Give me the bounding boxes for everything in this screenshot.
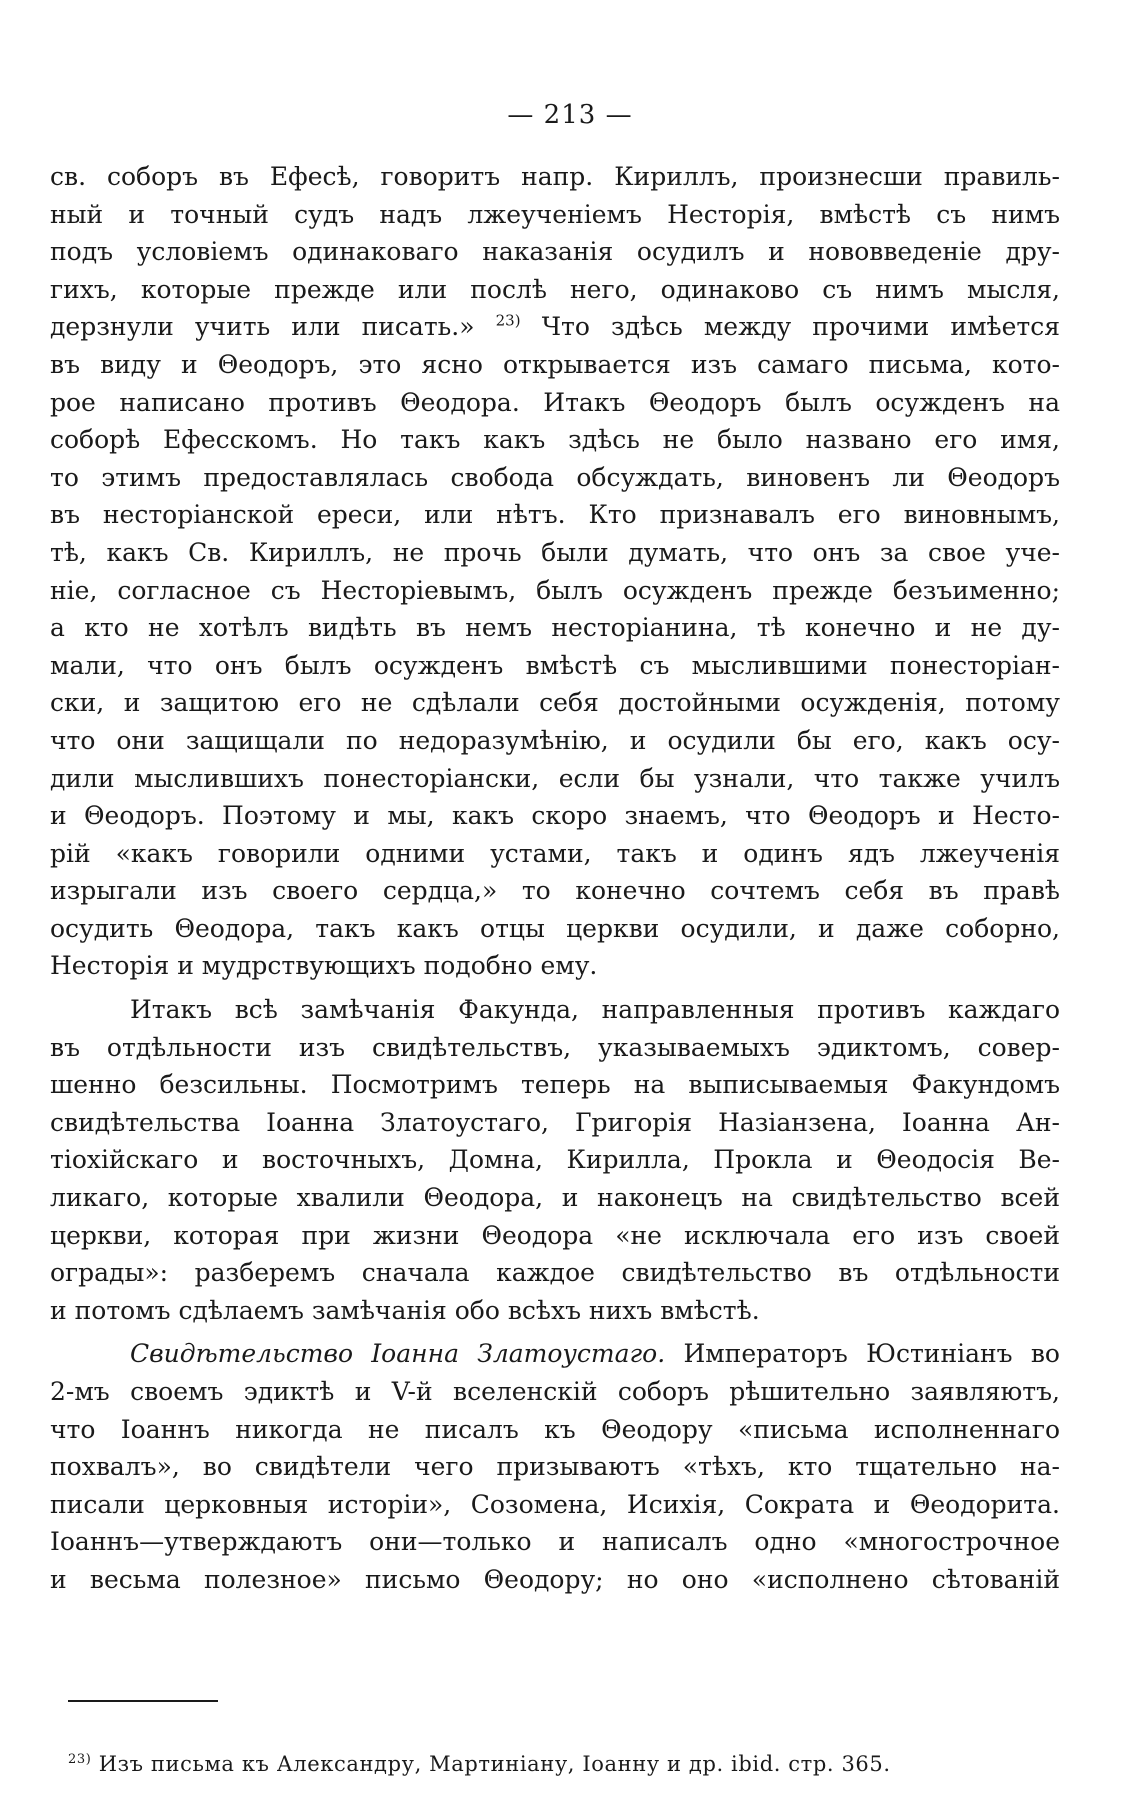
text-line: ски, и защитою его не сдѣлали себя достойными осужденія, потому [50, 688, 1060, 718]
text-line: рій «какъ говорили одними устами, такъ и одинъ ядъ лжеученія [50, 838, 1060, 868]
text-line: дили мыслившихъ понесторіански, если бы узнали, что также училъ [50, 763, 1060, 793]
text-line: похвалъ», во свидѣтели чего призываютъ «тѣхъ, кто тщательно на- [50, 1452, 1060, 1482]
text-line: осудить Θеодора, такъ какъ отцы церкви осудили, и даже соборно, [50, 913, 1060, 943]
text-line: ликаго, которые хвалили Θеодора, и наконецъ на свидѣтельство всей [50, 1183, 1060, 1213]
text-line: Несторія и мудрствующихъ подобно ему. [50, 951, 598, 981]
text-line: тѣ, какъ Св. Кириллъ, не прочь были думать, что онъ за свое уче- [50, 537, 1060, 567]
text-line: церкви, которая при жизни Θеодора «не исключала его изъ своей [50, 1220, 1060, 1250]
footnote-text: Изъ письма къ Александру, Мартиніану, Іоанну и др. ibid. стр. 365. [98, 1752, 891, 1776]
text-line: то этимъ предоставлялась свобода обсуждать, виновенъ ли Θеодоръ [50, 462, 1060, 492]
quote-end: дерзнули учить или писать.» [50, 312, 475, 342]
footnote-marker: 23) [68, 1752, 92, 1767]
text-line: шенно безсильны. Посмотримъ теперь на выписываемыя Факундомъ [50, 1070, 1060, 1100]
text-line: въ виду и Θеодоръ, это ясно открывается изъ самаго письма, кото- [50, 349, 1060, 379]
text-line: 2-мъ своемъ эдиктѣ и V-й вселенскій соборъ рѣшительно заявляютъ, [50, 1377, 1060, 1406]
text-line: и потомъ сдѣлаемъ замѣчанія обо всѣхъ нихъ вмѣстѣ. [50, 1295, 760, 1325]
text-line: подъ условіемъ одинаковаго наказанія осудилъ и нововведеніе дру- [50, 237, 1060, 267]
sentence-start: Императоръ Юстиніанъ во [683, 1339, 1060, 1369]
body-text [50, 158, 1060, 1599]
section-heading: Свидѣтельство Іоанна Златоустаго. [130, 1339, 666, 1369]
text-line: въ отдѣльности изъ свидѣтельствъ, указываемыхъ эдиктомъ, совер- [50, 1032, 1060, 1062]
text-line: св. соборъ въ Ефесѣ, говоритъ напр. Кириллъ, произнесши правиль- [50, 162, 1060, 191]
text-line: соборѣ Ефесскомъ. Но такъ какъ здѣсь не было названо его имя, [50, 425, 1060, 455]
text-line: что Іоаннъ никогда не писалъ къ Θеодору «письма исполненнаго [50, 1414, 1060, 1444]
footnote [68, 1752, 891, 1776]
text-line: въ несторіанской ереси, или нѣтъ. Кто признавалъ его виновнымъ, [50, 500, 1060, 530]
text-line-with-heading [50, 1335, 1060, 1373]
text-line: ніе, согласное съ Несторіевымъ, былъ осужденъ прежде безъименно; [50, 575, 1060, 605]
text-line: тіохійскаго и восточныхъ, Домна, Кирилла, Прокла и Θеодосія Ве- [50, 1145, 1060, 1175]
text-line: писали церковныя исторіи», Созомена, Исихія, Сократа и Θеодорита. [50, 1489, 1060, 1519]
text-line: изрыгали изъ своего сердца,» то конечно сочтемъ себя въ правѣ [50, 876, 1060, 906]
text-line: что они защищали по недоразумѣнію, и осудили бы его, какъ осу- [50, 725, 1060, 755]
text-line: гихъ, которые прежде или послѣ него, одинаково съ нимъ мысля, [50, 274, 1060, 304]
text-line: свидѣтельства Іоанна Златоустаго, Григорія Назіанзена, Іоанна Ан- [50, 1107, 1060, 1137]
text-line: Итакъ всѣ замѣчанія Факунда, направленныя противъ каждаго [130, 995, 1060, 1025]
text-line: мали, что онъ былъ осужденъ вмѣстѣ съ мыслившими понесторіан- [50, 650, 1060, 680]
text-line: ограды»: разберемъ сначала каждое свидѣтельство въ отдѣльности [50, 1258, 1060, 1288]
sentence-start: Что здѣсь между прочими имѣется [541, 312, 1060, 342]
text-line: рое написано противъ Θеодора. Итакъ Θеодоръ былъ осужденъ на [50, 387, 1060, 417]
text-line: ный и точный судъ надъ лжеученіемъ Несторія, вмѣстѣ съ нимъ [50, 199, 1060, 229]
footnote-ref-23: 23) [495, 312, 521, 331]
text-line: и Θеодоръ. Поэтому и мы, какъ скоро знаемъ, что Θеодоръ и Несто- [50, 801, 1060, 831]
footnote-divider [68, 1700, 218, 1702]
page-number: — 213 — [507, 100, 633, 130]
text-line: Іоаннъ—утверждаютъ они—только и написалъ одно «многострочное [50, 1527, 1060, 1557]
text-line-with-footnote-ref [50, 308, 1060, 346]
text-line: и весьма полезное» письмо Θеодору; но оно «исполнено сѣтованій [50, 1564, 1060, 1594]
text-line: а кто не хотѣлъ видѣть въ немъ несторіанина, тѣ конечно и не ду- [50, 613, 1060, 643]
